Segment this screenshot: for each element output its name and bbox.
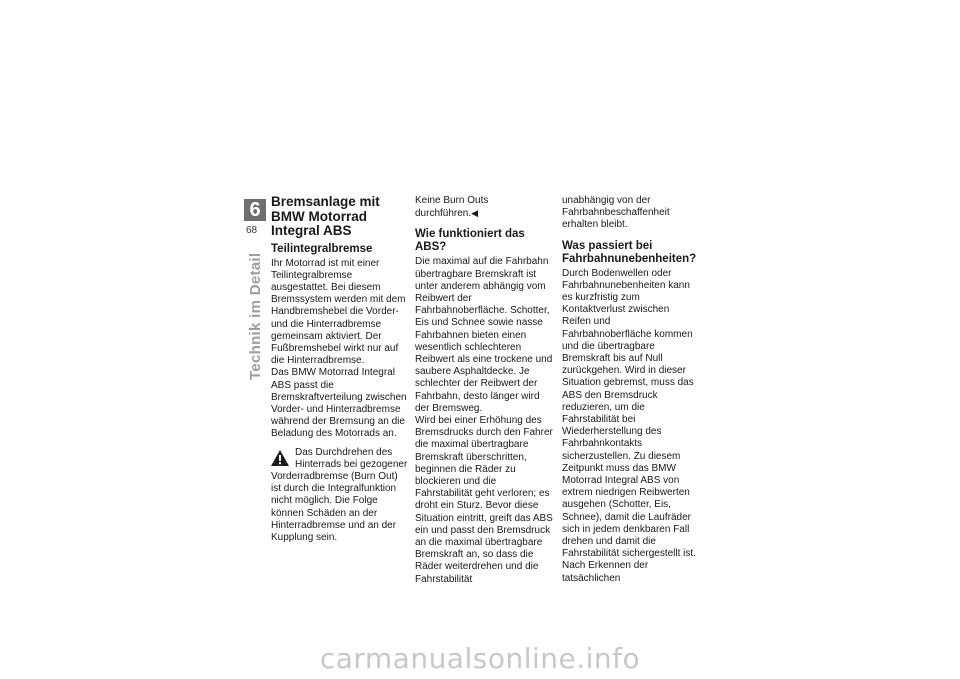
paragraph: unabhängig von der Fahrbahnbeschaffenheit erhalten bleibt. — [562, 195, 670, 231]
warning-block — [271, 447, 409, 545]
section-heading: Wie funktioniert das ABS? — [415, 228, 525, 254]
paragraph: Die maximal auf die Fahrbahn übertragbare Bremskraft ist unter anderem abhängig vom Reibwert der Fahrbahnoberfläche. Schotter, Eis und Schnee sowie nasse Fahrbahnen bieten einen wesentlich schlechteren Reibwert als eine trockene und saubere Asphaltdecke. Je schlechter der Reibwert der Fahrbahn, desto länger wird der Bremsweg. — [415, 256, 553, 414]
text-column-1 — [271, 195, 409, 544]
text-column-3 — [562, 195, 700, 585]
paragraph: Das BMW Motorrad Integral ABS passt die Bremskraftverteilung zwischen Vorder- und Hinterradbremse während der Bremsung an die Beladung des Motorrads an. — [271, 367, 407, 440]
warning-triangle-icon — [271, 450, 289, 466]
chapter-number: 6 — [244, 199, 266, 221]
subsection-heading: Teilintegralbremse — [271, 242, 373, 255]
paragraph: Ihr Motorrad ist mit einer Teilintegralbremse ausgestattet. Bei diesem Bremssystem werden mit dem Handbremshebel die Vorder- und die Hinterradbremse gemeinsam aktiviert. Der Fußbremshebel wirkt nur auf die Hinterradbremse. — [271, 257, 406, 367]
section-heading: Was passiert bei Fahrbahnunebenheiten? — [562, 239, 697, 265]
section-heading: Bremsanlage mit BMW Motorrad Integral ABS — [271, 194, 380, 238]
text-column-2 — [415, 195, 553, 586]
warning-text: Vorderradbremse (Burn Out) ist durch die Integralfunktion nicht möglich. Die Folge können Schäden an der Hinterradbremse und an der Kupplung sein. — [271, 470, 398, 543]
paragraph — [415, 195, 553, 220]
page-number: 68 — [246, 225, 258, 236]
watermark: carmanualsonline.info — [319, 642, 641, 675]
warning-lead-text: Das Durchdrehen des Hinterrads bei gezogener — [295, 446, 408, 470]
end-mark-icon: ◀ — [471, 208, 479, 219]
chapter-title-vertical: Technik im Detail — [247, 252, 264, 380]
paragraph: Wird bei einer Erhöhung des Bremsdrucks durch den Fahrer die maximal übertragbare Bremskraft überschritten, beginnen die Räder zu blockieren und die Fahrstabilität geht verloren; es droht ein Sturz. Bevor diese Situation eintritt, greift das ABS ein und passt den Bremsdruck an die maximal übertragbare Bremskraft an, so dass die Räder weiterdrehen und die Fahrstabilität — [415, 415, 553, 585]
paragraph: Durch Bodenwellen oder Fahrbahnunebenheiten kann es kurzfristig zum Kontaktverlust zwischen Reifen und Fahrbahnoberfläche kommen und die übertragbare Bremskraft bis auf Null zurückgehen. Wird in dieser Situation gebremst, muss das ABS den Bremsdruck reduzieren, um die Fahrstabilität bei Wiederherstellung des Fahrbahnkontakts sicherzustellen. Zu diesem Zeitpunkt muss das BMW Motorrad Integral ABS von extrem niedrigen Reibwerten ausgehen (Schotter, Eis, Schnee), damit die Laufräder sich in jedem denkbaren Fall drehen und damit die Fahrstabilität sichergestellt ist. Nach Erkennen der tatsächlichen — [562, 267, 696, 584]
intro-text: Keine Burn Outs durchführen. — [415, 195, 489, 220]
